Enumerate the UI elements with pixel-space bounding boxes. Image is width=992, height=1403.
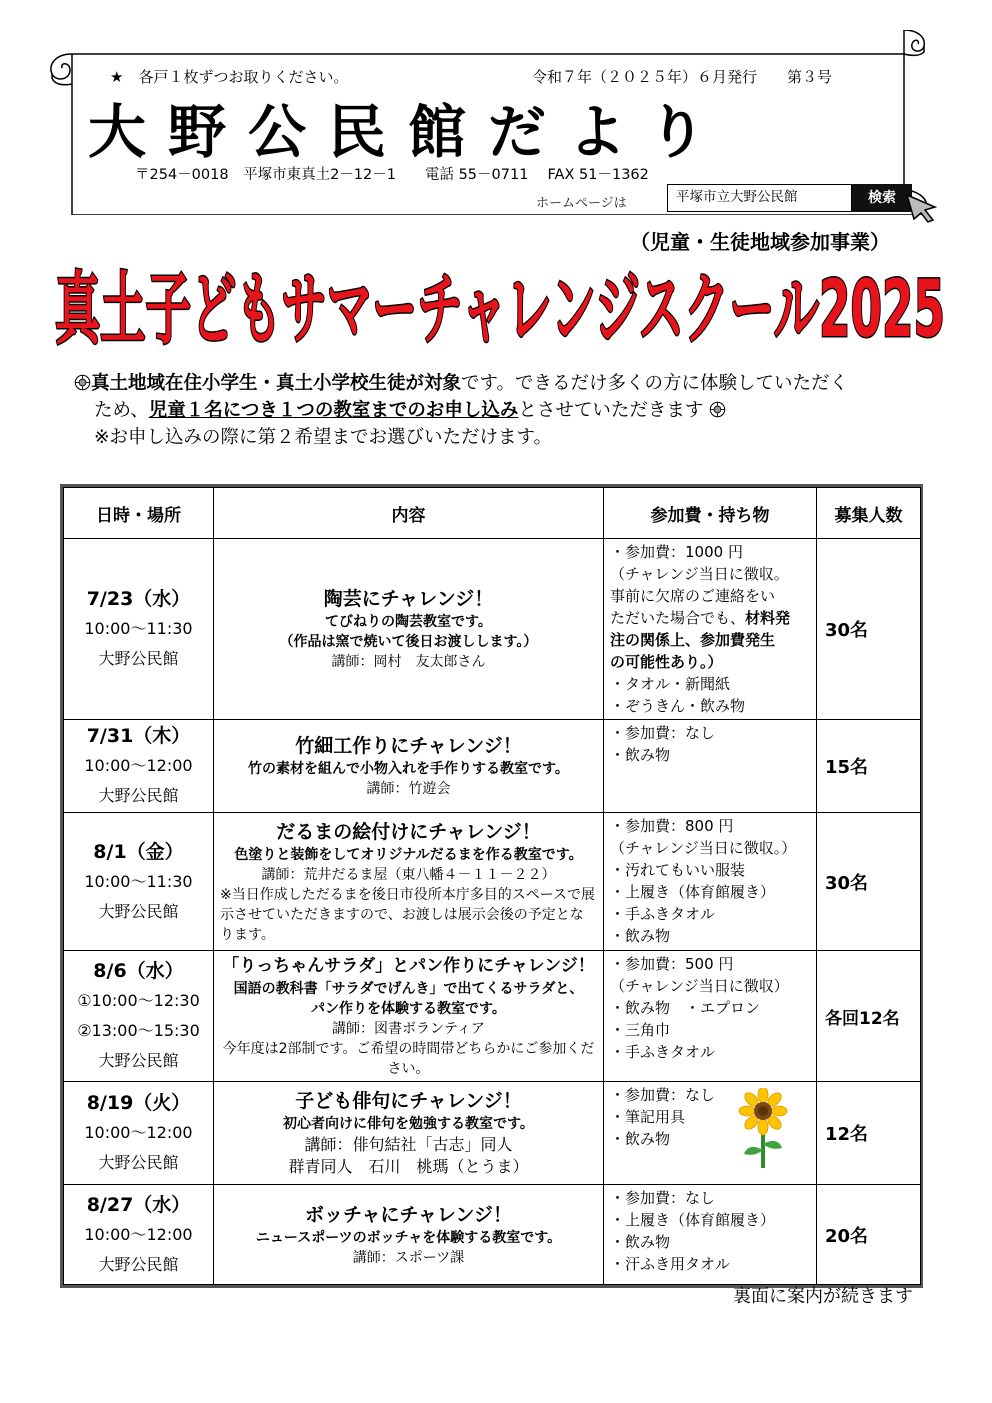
second-choice-note: ※お申し込みの際に第２希望までお選びいただけます。 <box>94 427 553 448</box>
intro-text <box>74 370 848 451</box>
class-title: だるまの絵付けにチャレンジ！ <box>276 820 541 843</box>
class-description: ニュースポーツのボッチャを体験する教室です。 <box>255 1229 562 1246</box>
item: ・筆記用具 <box>610 1108 686 1126</box>
class-description: 国語の教科書「サラダでげんき」で出てくるサラダと、 <box>233 981 584 997</box>
row-date <box>64 720 214 813</box>
table-row <box>64 951 921 1082</box>
item: 事前に欠席のご連絡をい <box>610 587 776 605</box>
item: 材料発 <box>745 609 791 627</box>
main-title <box>50 256 950 356</box>
capacity: 12名 <box>817 1082 921 1185</box>
row-items <box>604 720 817 813</box>
class-title: 「りっちゃんサラダ」とパン作りにチャレンジ！ <box>222 956 595 976</box>
item: ・飲み物 <box>610 1130 671 1148</box>
item: ・手ふきタオル <box>610 1043 716 1061</box>
row-date <box>64 1185 214 1285</box>
item: ・上履き（体育館履き） <box>610 1211 776 1229</box>
class-description: 初心者向けに俳句を勉強する教室です。 <box>283 1116 534 1132</box>
row-date <box>64 813 214 951</box>
event-time: ②13:00～15:30 <box>77 1021 200 1040</box>
item: ・手ふきタオル <box>610 905 716 923</box>
capacity: 30名 <box>817 539 921 720</box>
flower-icon <box>709 401 726 418</box>
item: ・汚れてもいい服装 <box>610 861 746 879</box>
item: ・三角巾 <box>610 1021 671 1039</box>
event-place: 大野公民館 <box>98 649 179 668</box>
capacity: 各回12名 <box>817 951 921 1082</box>
event-date: 7/31（木） <box>86 725 191 747</box>
row-content <box>214 720 604 813</box>
class-description: てびねりの陶芸教室です。 <box>325 614 492 630</box>
item: ・参加費：500 円 <box>610 955 734 973</box>
class-title: ボッチャにチャレンジ！ <box>305 1203 512 1226</box>
schedule-table <box>60 484 923 1288</box>
program-category: （児童・生徒地域参加事業） <box>630 230 890 254</box>
row-content <box>214 951 604 1082</box>
event-place: 大野公民館 <box>98 901 179 921</box>
instructor: 講師：図書ボランティア <box>332 1021 485 1037</box>
event-date: 8/19（火） <box>86 1092 191 1114</box>
event-time: 10:00～11:30 <box>84 871 193 891</box>
item: ・汗ふき用タオル <box>610 1255 731 1273</box>
class-description: 竹の素材を組んで小物入れを手作りする教室です。 <box>248 761 569 777</box>
row-content <box>214 1082 604 1185</box>
row-items <box>604 539 817 720</box>
instructor: 講師：岡村 友太郎さん <box>331 654 486 670</box>
sunflower-icon <box>736 1088 790 1170</box>
instructor: 講師：スポーツ課 <box>352 1249 465 1266</box>
item: ・飲み物 <box>610 746 671 764</box>
item: ・タオル・新聞紙 <box>610 675 731 693</box>
item: ・ぞうきん・飲み物 <box>610 697 746 715</box>
newsletter-title: 大野公民館だより <box>88 98 729 166</box>
event-time: ①10:00～12:30 <box>77 991 200 1010</box>
event-place: 大野公民館 <box>98 1153 179 1172</box>
item: ・参加費：なし <box>610 1086 716 1104</box>
capacity: 15名 <box>817 720 921 813</box>
class-description: （作品は窯で焼いて後日お渡しします。） <box>279 634 538 650</box>
flower-icon <box>74 374 91 391</box>
event-place: 大野公民館 <box>98 786 179 805</box>
item: ・飲み物 ・エプロン <box>610 999 761 1017</box>
item: ・参加費：なし <box>610 1189 716 1207</box>
class-description: 色塗りと装飾をしてオリジナルだるまを作る教室です。 <box>234 846 583 863</box>
instructor: 講師：荒井だるま屋（東八幡４－１１－２２） <box>261 866 556 883</box>
item: ・参加費：1000 円 <box>610 543 743 561</box>
homepage-label: ホームページは <box>536 196 627 211</box>
event-time: 10:00～12:00 <box>84 1123 193 1142</box>
capacity: 20名 <box>817 1185 921 1285</box>
event-date: 8/27（水） <box>86 1193 191 1216</box>
distribution-notice: ★ 各戸１枚ずつお取りください。 <box>110 68 349 86</box>
intro-line2-start: ため、 <box>94 400 149 421</box>
row-content <box>214 539 604 720</box>
item: ただいた場合でも、 <box>610 609 746 627</box>
table-row <box>64 539 921 720</box>
class-title: 竹細工作りにチャレンジ！ <box>295 735 522 757</box>
row-content <box>214 1185 604 1285</box>
row-date <box>64 951 214 1082</box>
search-input[interactable]: 平塚市立大野公民館 <box>667 184 852 212</box>
event-time: 10:00～12:00 <box>84 756 193 775</box>
table-row <box>64 1082 921 1185</box>
instructor: 群青同人 石川 桃瑪（とうま） <box>288 1157 529 1176</box>
item: 注の関係上、参加費発生 <box>610 631 776 649</box>
header-content: 内容 <box>214 488 604 539</box>
item: （チャレンジ当日に徴収。） <box>610 839 797 857</box>
class-description: パン作りを体験する教室です。 <box>311 1001 506 1017</box>
table-row <box>64 813 921 951</box>
class-title: 陶芸にチャレンジ！ <box>323 588 494 610</box>
event-place: 大野公民館 <box>98 1051 179 1070</box>
item: ・飲み物 <box>610 1233 671 1251</box>
class-note: 今年度は2部制です。ご希望の時間帯どちらかにご参加ください。 <box>222 1041 595 1077</box>
main-title-text: 真土子どもサマーチャレンジスクール2025 <box>55 265 945 355</box>
capacity: 30名 <box>817 813 921 951</box>
eligibility-text: 真土地域在住小学生・真土小学校生徒が対象 <box>91 373 462 394</box>
intro-line2-end: とさせていただきます <box>518 400 704 421</box>
cursor-arrow-icon <box>905 193 941 223</box>
item: ・飲み物 <box>610 927 671 945</box>
row-date <box>64 539 214 720</box>
table-row <box>64 1185 921 1285</box>
continued-note: 裏面に案内が続きます <box>733 1286 913 1307</box>
issue-info: 令和７年（２０２５年）６月発行 第３号 <box>532 68 833 86</box>
row-date <box>64 1082 214 1185</box>
header-datetime: 日時・場所 <box>64 488 214 539</box>
main-title-graphic <box>50 256 950 356</box>
row-content <box>214 813 604 951</box>
class-title: 子ども俳句にチャレンジ！ <box>295 1090 522 1112</box>
item: の可能性あり。） <box>610 653 723 671</box>
table-header-row <box>64 488 921 539</box>
item: ・参加費：800 円 <box>610 817 734 835</box>
contact-address: 〒254－0018 平塚市東真土2－12－1 電話 55－0711 FAX 51－1362 <box>135 167 649 183</box>
event-time: 10:00～12:00 <box>84 1224 193 1244</box>
instructor: 講師：竹遊会 <box>366 781 451 797</box>
event-place: 大野公民館 <box>98 1254 179 1274</box>
item: ・参加費：なし <box>610 724 716 742</box>
item: ・上履き（体育館履き） <box>610 883 776 901</box>
event-date: 7/23（水） <box>86 588 191 610</box>
event-date: 8/1（金） <box>93 840 184 863</box>
header-capacity: 募集人数 <box>817 488 921 539</box>
header-fee: 参加費・持ち物 <box>604 488 817 539</box>
instructor: 講師：俳句結社「古志」同人 <box>304 1135 513 1154</box>
event-date: 8/6（水） <box>93 960 184 982</box>
row-items <box>604 951 817 1082</box>
intro-line1: です。できるだけ多くの方に体験していただく <box>461 373 849 394</box>
table-row <box>64 720 921 813</box>
item: （チャレンジ当日に徴収。 <box>610 565 789 583</box>
row-items <box>604 1185 817 1285</box>
application-limit: 児童１名につき１つの教室までのお申し込み <box>148 400 519 421</box>
row-items <box>604 813 817 951</box>
class-note: ※当日作成しただるまを後日市役所本庁多目的スペースで展示させていただきますので、お渡しは展示会後の予定となります。 <box>220 886 596 943</box>
item: （チャレンジ当日に徴収） <box>610 977 789 995</box>
row-items <box>604 1082 817 1185</box>
search-button[interactable]: 検索 <box>852 184 912 212</box>
event-time: 10:00～11:30 <box>84 619 193 638</box>
